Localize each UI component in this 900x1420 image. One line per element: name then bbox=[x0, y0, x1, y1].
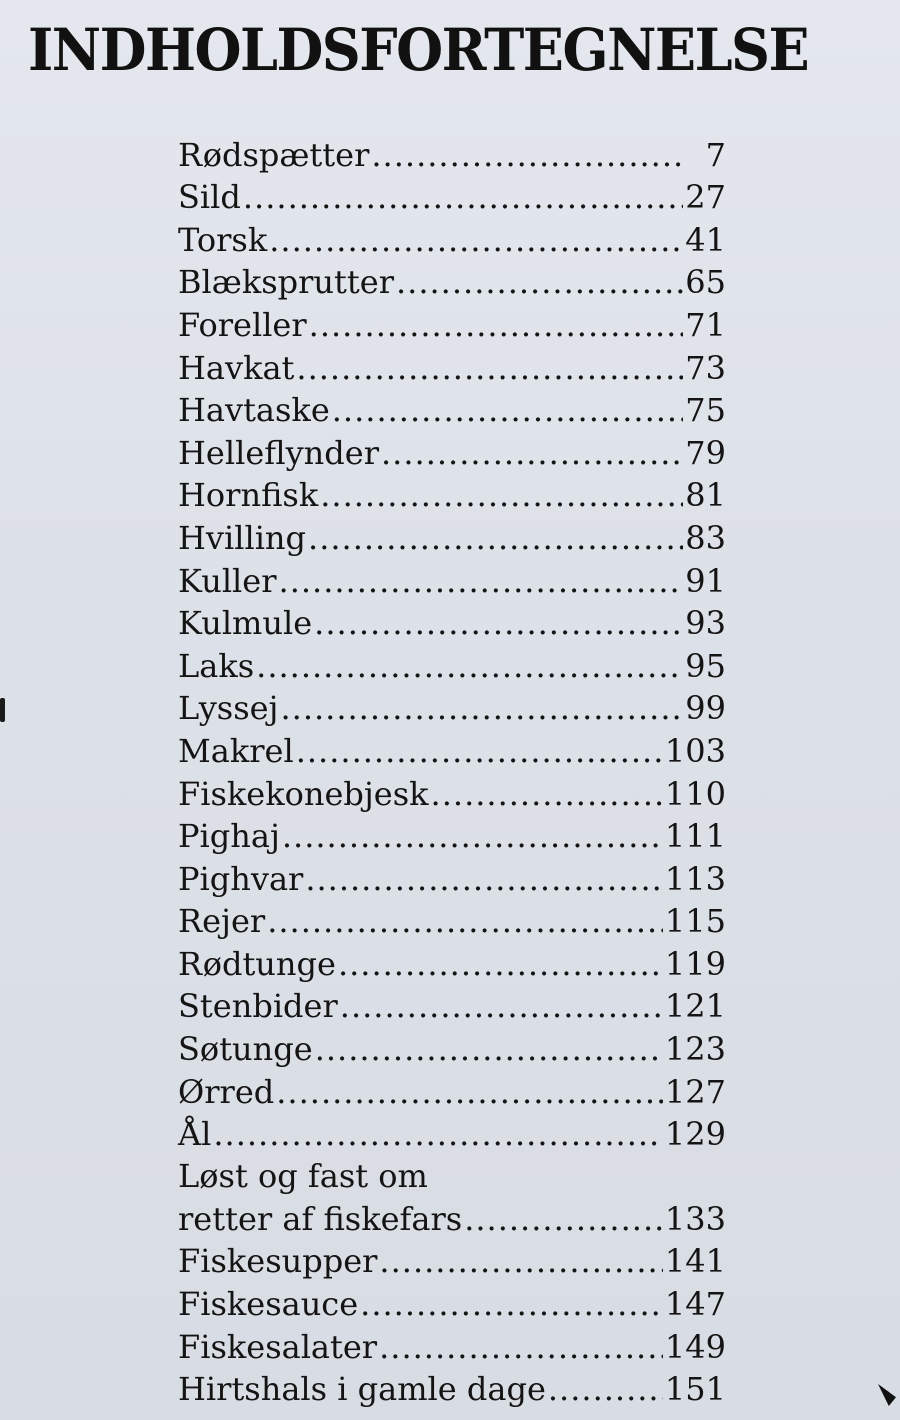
dot-leader bbox=[296, 731, 663, 771]
toc-entry-page: 151 bbox=[664, 1370, 726, 1409]
toc-entry-name: Rødtunge bbox=[178, 944, 336, 983]
dot-leader bbox=[305, 859, 663, 899]
page-title: INDHOLDSFORTEGNELSE bbox=[28, 15, 809, 85]
toc-entry bbox=[178, 771, 726, 814]
toc-entry bbox=[178, 1367, 726, 1410]
toc-entry bbox=[178, 515, 726, 558]
toc-entry-multiline-first bbox=[178, 1154, 726, 1196]
toc-entry-page: 65 bbox=[685, 263, 726, 302]
toc-entry bbox=[178, 217, 726, 260]
toc-entry-page: 141 bbox=[664, 1242, 726, 1281]
toc-entry-name: Sild bbox=[178, 178, 241, 217]
toc-entry-name: Hvilling bbox=[178, 518, 307, 557]
toc-entry-page: 81 bbox=[685, 476, 726, 515]
dot-leader bbox=[296, 348, 683, 388]
toc-entry-name: Hornfisk bbox=[178, 476, 319, 515]
dot-leader bbox=[267, 901, 663, 941]
toc-entry-name-line1: Løst og fast om bbox=[178, 1157, 428, 1196]
toc-entry-name: Foreller bbox=[178, 305, 307, 344]
toc-entry-page: 149 bbox=[664, 1327, 726, 1366]
table-of-contents bbox=[178, 132, 726, 1409]
toc-entry-name: Hirtshals i gamle dage bbox=[178, 1370, 546, 1409]
toc-entry-name: Makrel bbox=[178, 731, 294, 770]
dot-leader bbox=[464, 1199, 663, 1239]
toc-entry-name: Ål bbox=[178, 1115, 212, 1154]
toc-entry-page: 133 bbox=[664, 1199, 726, 1238]
toc-entry bbox=[178, 430, 726, 473]
toc-entry-page: 147 bbox=[664, 1285, 726, 1324]
dot-leader bbox=[548, 1369, 663, 1409]
toc-entry-name: Stenbider bbox=[178, 987, 338, 1026]
dot-leader bbox=[314, 603, 683, 643]
toc-entry bbox=[178, 728, 726, 771]
dot-leader bbox=[371, 135, 684, 175]
dot-leader bbox=[381, 433, 683, 473]
dot-leader bbox=[279, 561, 684, 601]
toc-entry-page: 73 bbox=[685, 348, 726, 387]
dot-leader bbox=[431, 774, 663, 814]
dot-leader bbox=[309, 305, 684, 345]
dot-leader bbox=[243, 177, 683, 217]
toc-entry bbox=[178, 941, 726, 984]
toc-entry-page: 113 bbox=[664, 859, 726, 898]
toc-entry bbox=[178, 345, 726, 388]
toc-entry bbox=[178, 1026, 726, 1069]
toc-entry-page: 129 bbox=[664, 1115, 726, 1154]
dot-leader bbox=[360, 1284, 663, 1324]
toc-entry bbox=[178, 388, 726, 431]
toc-entry-name: Havtaske bbox=[178, 391, 330, 430]
dot-leader bbox=[396, 262, 683, 302]
toc-entry-name: Søtunge bbox=[178, 1030, 313, 1069]
toc-entry-page: 7 bbox=[705, 135, 726, 174]
toc-entry-name: Fiskesalater bbox=[178, 1327, 378, 1366]
toc-entry-page: 115 bbox=[664, 902, 726, 941]
toc-entry-page: 93 bbox=[685, 604, 726, 643]
toc-entry-name-line2: retter af fiskefars bbox=[178, 1199, 463, 1238]
toc-entry-page: 119 bbox=[664, 944, 726, 983]
dot-leader bbox=[308, 518, 683, 558]
dot-leader bbox=[280, 688, 683, 728]
toc-entry-name: Helleflynder bbox=[178, 433, 379, 472]
toc-entry-name: Kuller bbox=[178, 561, 277, 600]
toc-entry-page: 110 bbox=[664, 774, 726, 813]
toc-entry bbox=[178, 260, 726, 303]
toc-entry-page: 99 bbox=[685, 689, 726, 728]
dot-leader bbox=[269, 220, 683, 260]
toc-entry-name: Fiskesauce bbox=[178, 1285, 359, 1324]
corner-shadow-mark bbox=[878, 1384, 896, 1406]
toc-entry-multiline-second bbox=[178, 1196, 726, 1239]
toc-entry-page: 123 bbox=[664, 1030, 726, 1069]
toc-entry bbox=[178, 1112, 726, 1155]
toc-entry-page: 83 bbox=[685, 518, 726, 557]
toc-entry-page: 75 bbox=[685, 391, 726, 430]
toc-entry-page: 27 bbox=[685, 178, 726, 217]
toc-entry-page: 121 bbox=[664, 987, 726, 1026]
toc-entry-page: 127 bbox=[664, 1072, 726, 1111]
toc-entry bbox=[178, 686, 726, 729]
toc-entry-name: Torsk bbox=[178, 220, 268, 259]
toc-entry-name: Pighvar bbox=[178, 859, 304, 898]
dot-leader bbox=[340, 986, 663, 1026]
toc-entry-page: 103 bbox=[664, 731, 726, 770]
toc-entry-name: Pighaj bbox=[178, 817, 280, 856]
toc-entry-name: Fiskekonebjesk bbox=[178, 774, 429, 813]
toc-entry bbox=[178, 643, 726, 686]
page-edge-mark bbox=[0, 698, 5, 722]
toc-entry-name: Havkat bbox=[178, 348, 295, 387]
dot-leader bbox=[213, 1114, 663, 1154]
toc-entry-name: Fiskesupper bbox=[178, 1242, 378, 1281]
toc-entry bbox=[178, 856, 726, 899]
toc-entry-page: 91 bbox=[685, 561, 726, 600]
toc-entry bbox=[178, 1239, 726, 1282]
toc-entry bbox=[178, 814, 726, 857]
toc-entry bbox=[178, 302, 726, 345]
toc-entry bbox=[178, 601, 726, 644]
dot-leader bbox=[379, 1327, 663, 1367]
toc-entry bbox=[178, 558, 726, 601]
toc-entry-page: 111 bbox=[664, 817, 726, 856]
toc-entry-page: 79 bbox=[685, 433, 726, 472]
dot-leader bbox=[256, 646, 683, 686]
dot-leader bbox=[332, 390, 684, 430]
toc-entry-page: 95 bbox=[685, 646, 726, 685]
toc-entry bbox=[178, 1324, 726, 1367]
dot-leader bbox=[379, 1241, 663, 1281]
toc-entry-page: 41 bbox=[685, 220, 726, 259]
toc-entry-name: Lyssej bbox=[178, 689, 279, 728]
toc-entry-name: Kulmule bbox=[178, 604, 313, 643]
dot-leader bbox=[315, 1029, 663, 1069]
toc-entry bbox=[178, 1281, 726, 1324]
dot-leader bbox=[282, 816, 663, 856]
toc-entry bbox=[178, 1069, 726, 1112]
toc-entry-name: Rødspætter bbox=[178, 135, 370, 174]
dot-leader bbox=[320, 475, 683, 515]
toc-entry-name: Rejer bbox=[178, 902, 266, 941]
toc-entry bbox=[178, 175, 726, 218]
toc-entry bbox=[178, 899, 726, 942]
toc-entry-name: Blæksprutter bbox=[178, 263, 394, 302]
dot-leader bbox=[338, 944, 663, 984]
toc-entry bbox=[178, 132, 726, 175]
toc-entry-name: Laks bbox=[178, 646, 255, 685]
toc-entry bbox=[178, 984, 726, 1027]
dot-leader bbox=[276, 1072, 663, 1112]
toc-entry-name: Ørred bbox=[178, 1072, 275, 1111]
toc-entry-page: 71 bbox=[685, 305, 726, 344]
toc-entry bbox=[178, 473, 726, 516]
